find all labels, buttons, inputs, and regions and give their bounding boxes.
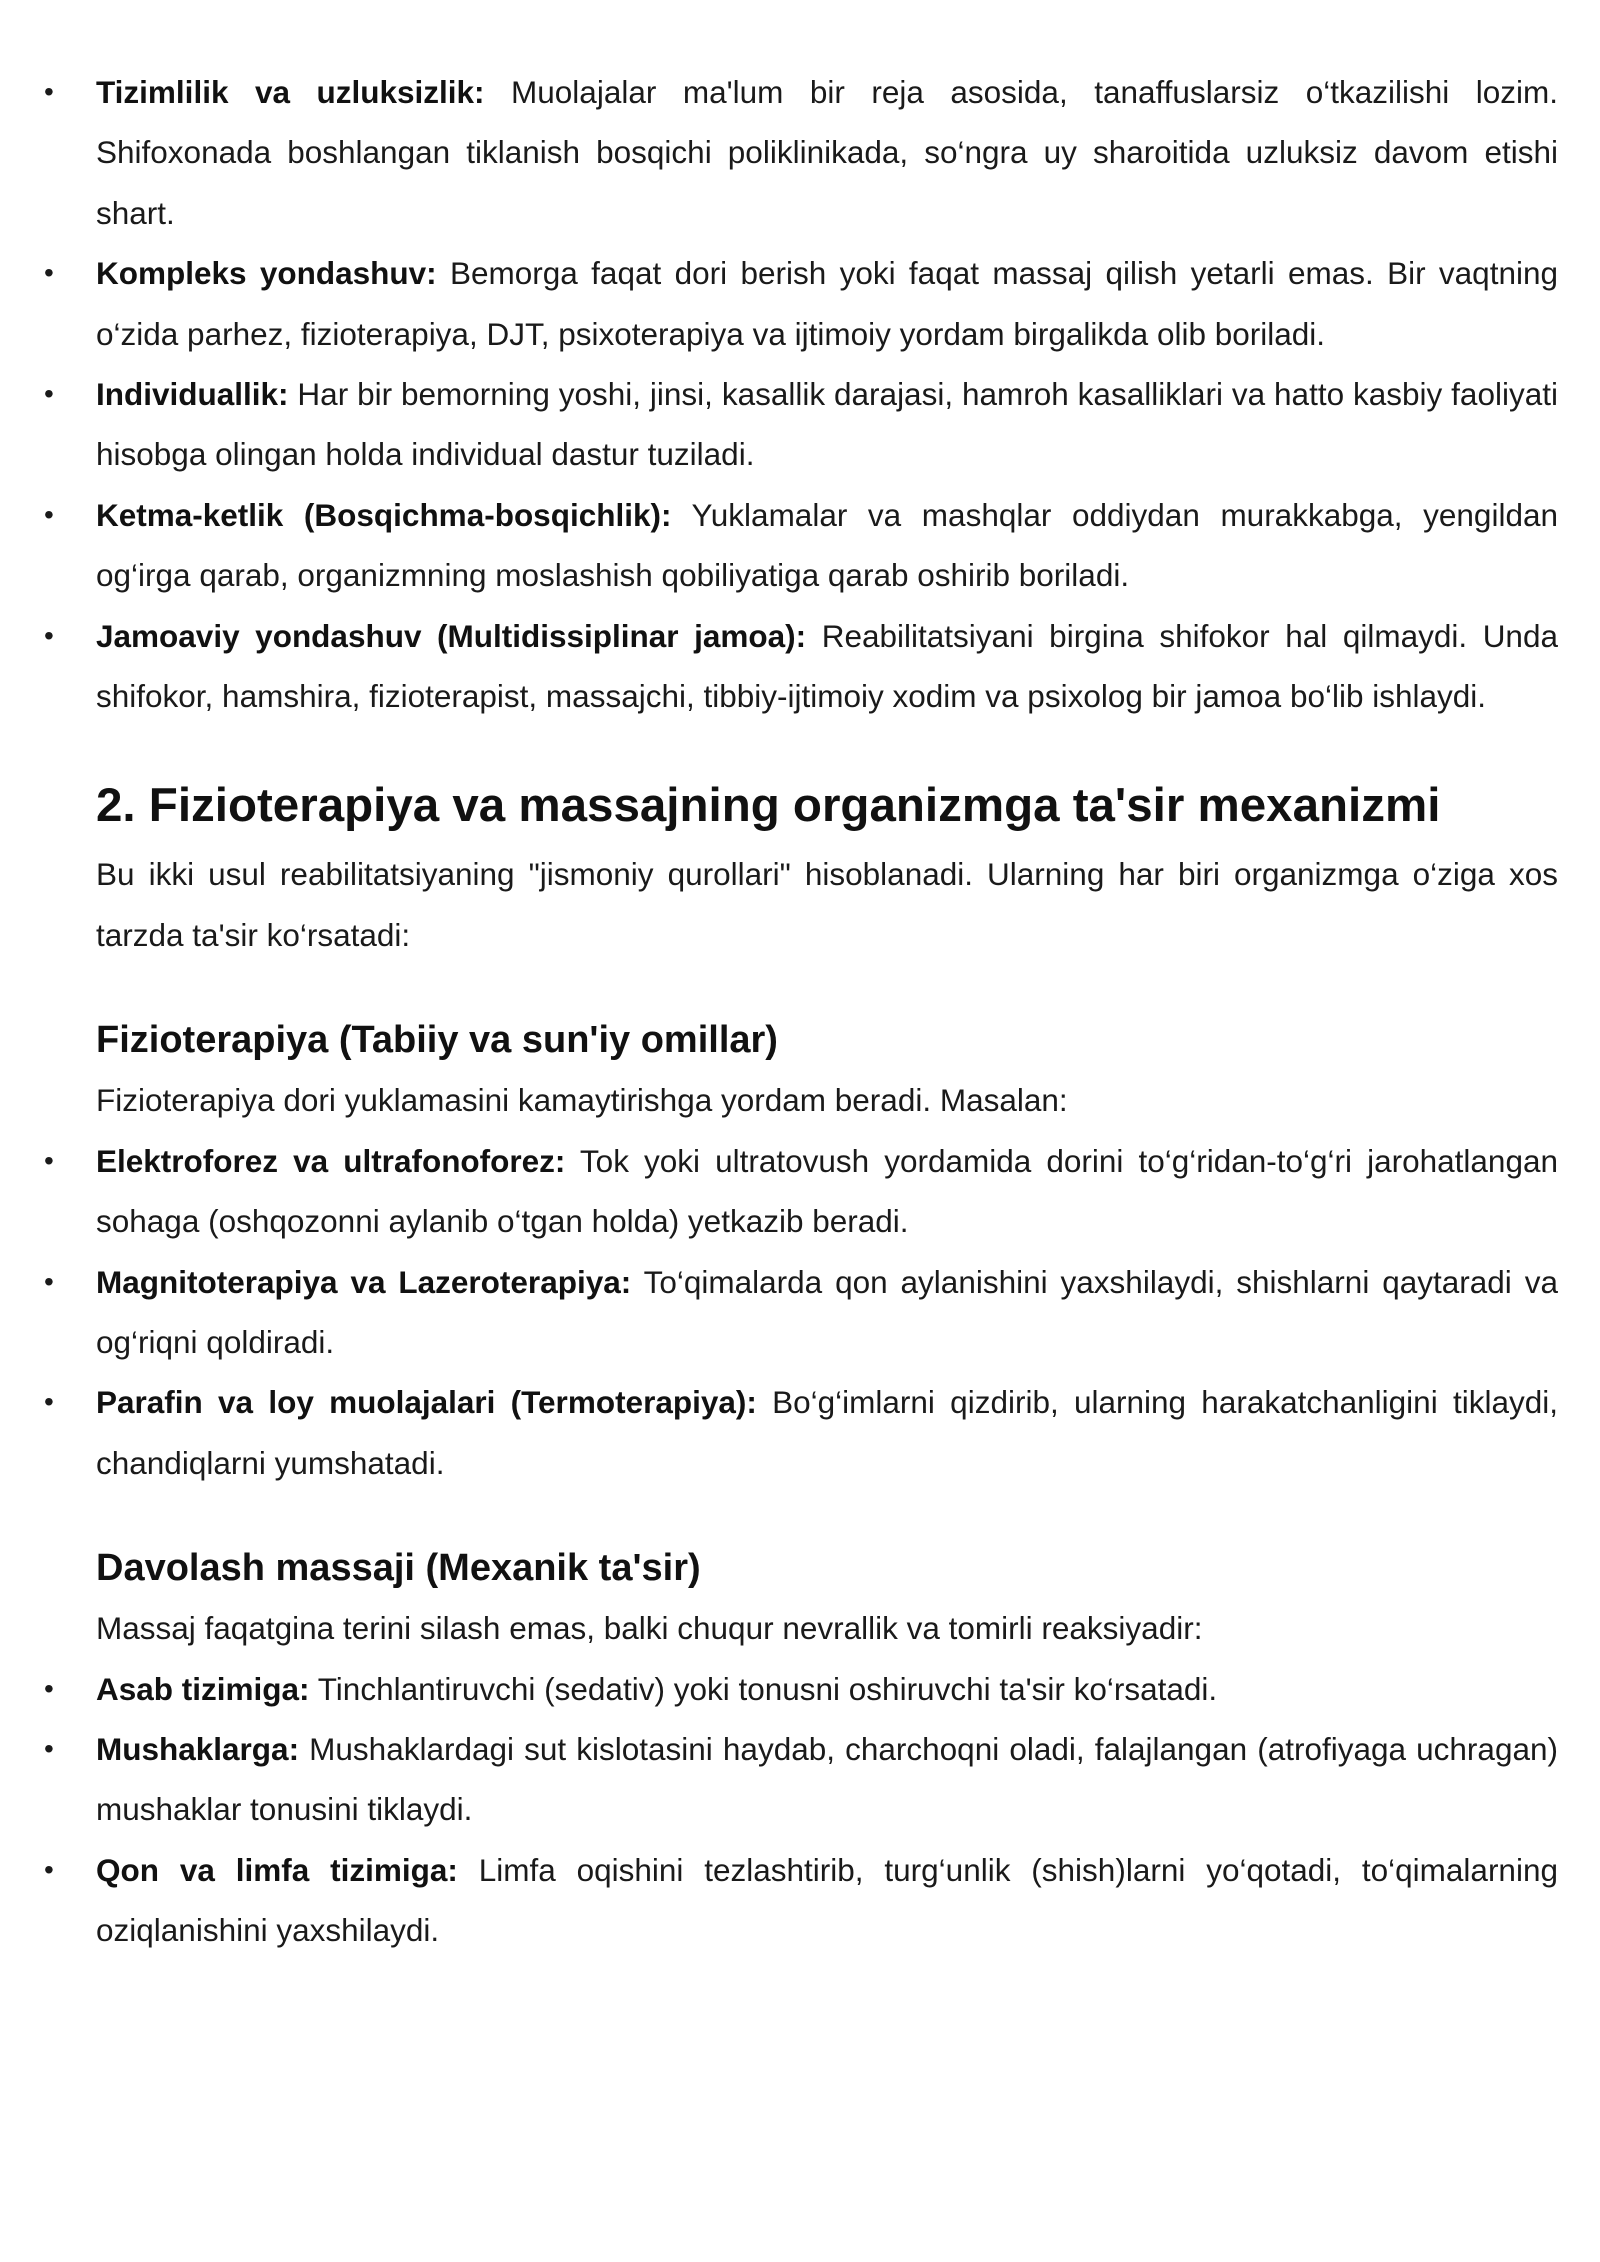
document-page [96, 62, 1558, 1961]
physiotherapy-list [96, 1131, 1558, 1493]
item-term: Qon va limfa tizimiga: [96, 1851, 458, 1888]
item-term: Mushaklarga: [96, 1730, 300, 1767]
list-item [96, 243, 1558, 364]
item-term: Parafin va loy muolajalari (Termoterapiya): [96, 1384, 757, 1421]
item-term: Tizimlilik va uzluksizlik: [96, 74, 485, 110]
item-term: Individuallik: [96, 376, 289, 413]
item-text: Tinchlantiruvchi (sedativ) yoki tonusni oshiruvchi ta'sir ko‘rsatadi. [309, 1670, 1218, 1707]
list-item [96, 1840, 1558, 1961]
item-text: Reabilitatsiyani birgina shifokor hal qilmaydi. Unda shifokor, hamshira, fizioterapist, massajchi, tibbiy-ijtimoiy xodim va psixolog bir jamoa bo‘lib ishlaydi. [96, 617, 1558, 715]
list-item [96, 1252, 1558, 1373]
item-term: Kompleks yondashuv: [96, 255, 437, 292]
principles-list [96, 62, 1558, 726]
massage-intro: Massaj faqatgina terini silash emas, balki chuqur nevrallik va tomirli reaksiyadir: [96, 1610, 1203, 1647]
item-text: Muolajalar ma'lum bir reja asosida, tanaffuslarsiz o‘tkazilishi lozim. Shifoxonada boshlangan tiklanish bosqichi poliklinikada, so‘ngra uy sharoitida uzluksiz davom etishi shart. [96, 74, 1558, 231]
list-item [96, 606, 1558, 727]
list-item [96, 1372, 1558, 1493]
item-term: Magnitoterapiya va Lazeroterapiya: [96, 1263, 632, 1300]
physiotherapy-heading: Fizioterapiya (Tabiiy va sun'iy omillar) [96, 1019, 778, 1062]
massage-heading: Davolash massaji (Mexanik ta'sir) [96, 1547, 701, 1590]
list-item [96, 1719, 1558, 1840]
list-item [96, 485, 1558, 606]
massage-list [96, 1659, 1558, 1961]
list-item [96, 1131, 1558, 1252]
item-term: Jamoaviy yondashuv (Multidissiplinar jamoa): [96, 617, 807, 654]
physiotherapy-intro: Fizioterapiya dori yuklamasini kamaytirishga yordam beradi. Masalan: [96, 1082, 1068, 1119]
section-intro: Bu ikki usul reabilitatsiyaning "jismoniy qurollari" hisoblanadi. Ularning har biri organizmga o‘ziga xos tarzda ta'sir ko‘rsatadi: [96, 856, 1558, 953]
section-heading: 2. Fizioterapiya va massajning organizmga ta'sir mexanizmi [96, 779, 1441, 833]
item-text: To‘qimalarda qon aylanishini yaxshilaydi, shishlarni qaytaradi va og‘riqni qoldiradi. [96, 1263, 1558, 1360]
item-text: Limfa oqishini tezlashtirib, turg‘unlik (shish)larni yo‘qotadi, to‘qimalarning oziqlanishini yaxshilaydi. [96, 1851, 1558, 1949]
item-text: Bo‘g‘imlarni qizdirib, ularning harakatchanligini tiklaydi, chandiqlarni yumshatadi. [96, 1384, 1558, 1481]
item-text: Har bir bemorning yoshi, jinsi, kasallik darajasi, hamroh kasalliklari va hatto kasbiy faoliyati hisobga olingan holda individual dastur tuziladi. [96, 376, 1558, 473]
item-text: Tok yoki ultratovush yordamida dorini to‘g‘ridan-to‘g‘ri jarohatlangan sohaga (oshqozonni aylanib o‘tgan holda) yetkazib beradi. [96, 1142, 1559, 1240]
list-item [96, 1659, 1558, 1719]
item-term: Asab tizimiga: [96, 1670, 310, 1707]
item-term: Elektroforez va ultrafonoforez: [96, 1142, 566, 1179]
item-text: Bemorga faqat dori berish yoki faqat massaj qilish yetarli emas. Bir vaqtning o‘zida parhez, fizioterapiya, DJT, psixoterapiya va ijtimoiy yordam birgalikda olib boriladi. [96, 255, 1559, 352]
list-item [96, 364, 1558, 485]
list-item [96, 62, 1558, 243]
item-text: Mushaklardagi sut kislotasini haydab, charchoqni oladi, falajlangan (atrofiyaga uchragan) mushaklar tonusini tiklaydi. [96, 1730, 1558, 1828]
item-term: Ketma-ketlik (Bosqichma-bosqichlik): [96, 496, 672, 533]
item-text: Yuklamalar va mashqlar oddiydan murakkabga, yengildan og‘irga qarab, organizmning moslashish qobiliyatiga qarab oshirib boriladi. [96, 496, 1558, 594]
